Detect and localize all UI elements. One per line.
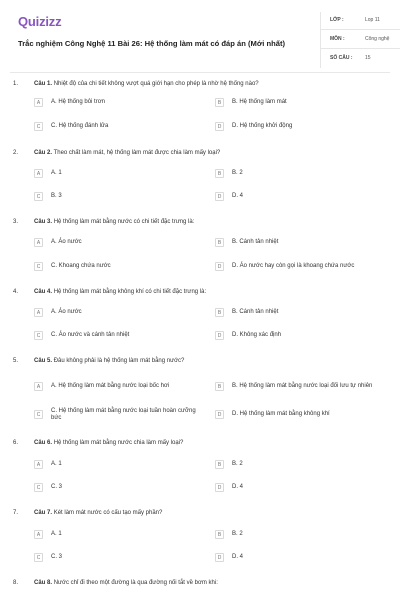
question-number: 8. [13,580,19,586]
question-label: Câu 2. [34,150,53,156]
question-number: 7. [13,510,19,516]
option-text: A. Áo nước [51,309,82,316]
option-letter: B [215,530,224,539]
option-letter: A [34,169,43,178]
option-b[interactable] [215,455,385,475]
quiz-meta [320,12,400,68]
question-label: Câu 7. [34,510,53,516]
option-text: B. 2 [232,170,243,177]
option-text: B. Hệ thống làm mát bằng nước loại đối lưu tự nhiên [232,383,373,390]
option-text: D. Hệ thống làm mát bằng không khí [232,411,330,418]
option-text: B. 2 [232,531,243,538]
meta-row-count [321,50,400,67]
option-c[interactable] [34,257,212,277]
option-a[interactable] [34,93,212,113]
option-letter: C [34,122,43,131]
option-text: A. Áo nước [51,239,82,246]
option-d[interactable] [215,405,385,425]
option-letter: C [34,331,43,340]
option-c[interactable] [34,117,212,137]
option-letter: B [215,308,224,317]
option-text: D. Không xác định [232,332,282,339]
question-text [34,289,384,295]
option-letter: D [215,410,224,419]
question-body: Nhiệt độ của chi tiết không vượt quá giới hạn cho phép là nhờ hệ thống nào? [53,81,259,87]
option-text: A. Hệ thống làm mát bằng nước loại bốc hơi [51,383,170,390]
question-text [34,358,384,364]
option-letter: C [34,553,43,562]
option-text: A. 1 [51,531,62,538]
option-d[interactable] [215,326,385,346]
question-label: Câu 4. [34,289,53,295]
question-text [34,219,384,225]
option-b[interactable] [215,164,385,184]
option-letter: B [215,382,224,391]
option-letter: C [34,483,43,492]
option-c[interactable] [34,326,212,346]
option-a[interactable] [34,377,212,397]
option-text: C. Hệ thống làm mát bằng nước loại tuần hoàn cưỡng bức [51,407,196,421]
option-text: D. 4 [232,484,244,491]
option-b[interactable] [215,303,385,323]
question-body: Nước chỉ đi theo một đường là qua đường nối tắt về bơm khi: [53,580,218,586]
question-label: Câu 8. [34,580,53,586]
option-text: C. Áo nước và cánh tản nhiệt [51,332,130,339]
option-text: A. 1 [51,461,62,468]
question-text [34,150,384,156]
meta-label: LỚP : [330,17,344,23]
meta-value: Lop 11 [365,17,380,23]
question-number: 1. [13,81,19,87]
question-body: Hệ thống làm mát bằng nước có chi tiết đặc trưng là: [53,219,195,225]
meta-row-class [321,12,400,30]
option-letter: A [34,98,43,107]
option-text: B. Cánh tản nhiệt [232,309,279,316]
option-c[interactable] [34,478,212,498]
option-a[interactable] [34,525,212,545]
question-number: 3. [13,219,19,225]
option-letter: A [34,238,43,247]
option-letter: B [215,238,224,247]
question-label: Câu 6. [34,440,53,446]
question-body: Két làm mát nước có cấu tạo mấy phần? [53,510,163,516]
option-text: C. Hệ thống đánh lửa [51,123,109,130]
option-letter: D [215,262,224,271]
meta-label: MÔN : [330,36,345,42]
option-text: A. 1 [51,170,62,177]
meta-value: Công nghệ [365,36,390,42]
question-number: 4. [13,289,19,295]
option-text: C. 3 [51,484,63,491]
question-text [34,580,384,586]
question-body: Hệ thống làm mát bằng nước chia làm mấy loại? [53,440,184,446]
option-letter: A [34,530,43,539]
option-letter: C [34,192,43,201]
meta-value: 15 [365,55,371,61]
option-letter: B [215,169,224,178]
quiz-title: Trắc nghiệm Công Nghệ 11 Bài 26: Hệ thống làm mát có đáp án (Mới nhất) [18,39,285,48]
meta-label: SỐ CÂU : [330,55,353,61]
option-c[interactable] [34,405,212,425]
option-d[interactable] [215,187,385,207]
option-text: B. Hệ thống làm mát [232,99,287,106]
question-label: Câu 1. [34,81,53,87]
question-body: Đâu không phải là hệ thống làm mát bằng nước? [53,358,185,364]
option-text: B. 2 [232,461,243,468]
question-text [34,81,384,87]
option-text: B. Cánh tản nhiệt [232,239,279,246]
question-body: Theo chất làm mát, hệ thống làm mát được chia làm mấy loại? [53,150,221,156]
option-text: D. 4 [232,554,244,561]
option-letter: C [34,410,43,419]
option-letter: D [215,553,224,562]
question-number: 6. [13,440,19,446]
option-letter: D [215,122,224,131]
option-text: A. Hệ thống bôi trơn [51,99,105,106]
quiz-header [10,10,390,70]
option-d[interactable] [215,117,385,137]
question-label: Câu 3. [34,219,53,225]
option-letter: D [215,483,224,492]
option-c[interactable] [34,548,212,568]
question-text [34,510,384,516]
option-letter: B [215,98,224,107]
option-text: D. Áo nước hay còn gọi là khoang chứa nước [232,263,355,270]
question-body: Hệ thống làm mát bằng không khí có chi tiết đặc trưng là: [53,289,207,295]
option-letter: D [215,331,224,340]
option-letter: C [34,262,43,271]
question-label: Câu 5. [34,358,53,364]
option-a[interactable] [34,455,212,475]
option-a[interactable] [34,164,212,184]
option-b[interactable] [215,93,385,113]
option-text: B. 3 [51,193,62,200]
option-letter: B [215,460,224,469]
option-text: C. Khoang chứa nước [51,263,111,270]
quizizz-logo[interactable]: Quizizz [18,14,62,29]
question-number: 2. [13,150,19,156]
option-letter: A [34,382,43,391]
option-a[interactable] [34,303,212,323]
option-d[interactable] [215,257,385,277]
question-text [34,440,384,446]
question-number: 5. [13,358,19,364]
option-d[interactable] [215,478,385,498]
option-letter: A [34,460,43,469]
option-b[interactable] [215,233,385,253]
header-divider [10,72,390,73]
option-b[interactable] [215,525,385,545]
option-text: D. Hệ thống khởi động [232,123,293,130]
meta-row-subject [321,31,400,49]
option-text: D. 4 [232,193,244,200]
option-letter: D [215,192,224,201]
option-a[interactable] [34,233,212,253]
option-b[interactable] [215,377,385,397]
option-c[interactable] [34,187,212,207]
option-text: C. 3 [51,554,63,561]
option-letter: A [34,308,43,317]
option-d[interactable] [215,548,385,568]
